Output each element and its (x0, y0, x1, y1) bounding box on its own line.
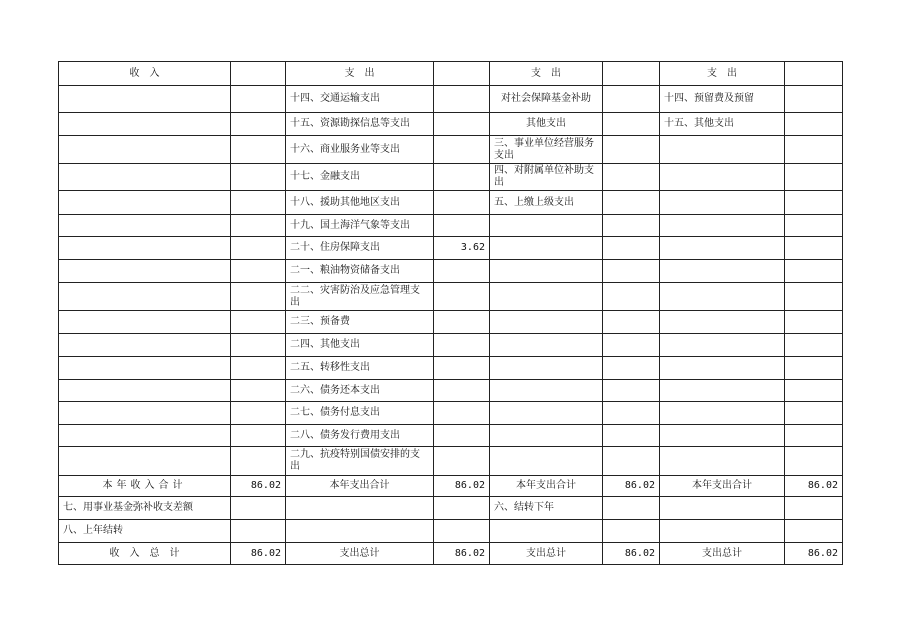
income-header: 收 入 (59, 62, 231, 86)
budget-page (58, 61, 842, 565)
totals-row (59, 476, 843, 497)
expense-item: 二二、灾害防治及应急管理支出 (286, 283, 434, 311)
table-row (59, 402, 843, 425)
expense-total-value-2: 86.02 (603, 476, 660, 497)
table-row (59, 447, 843, 476)
expense-item: 十五、资源勘探信息等支出 (286, 113, 434, 136)
table-row (59, 260, 843, 283)
table-row (59, 191, 843, 215)
income-grand-total-value: 86.02 (231, 543, 286, 565)
expense-item: 四、对附属单位补助支出 (490, 164, 603, 191)
expense-item: 其他支出 (490, 113, 603, 136)
expense-item: 十六、商业服务业等支出 (286, 136, 434, 164)
grand-total-row (59, 543, 843, 565)
table-row (59, 520, 843, 543)
table-row (59, 425, 843, 447)
expense-item: 二八、债务发行费用支出 (286, 425, 434, 447)
expense-grand-total-label-3: 支出总计 (660, 543, 785, 565)
expense-total-label-3: 本年支出合计 (660, 476, 785, 497)
expense-amount-header-1 (434, 62, 490, 86)
table-row (59, 86, 843, 113)
income-item: 七、用事业基金弥补收支差额 (59, 497, 231, 520)
table-row (59, 237, 843, 260)
table-row (59, 164, 843, 191)
expense-grand-total-value-1: 86.02 (434, 543, 490, 565)
expense-item: 十五、其他支出 (660, 113, 785, 136)
expense-item: 二九、抗疫特别国债安排的支出 (286, 447, 434, 476)
budget-table (58, 61, 843, 565)
table-row (59, 334, 843, 357)
expense-header-2: 支 出 (490, 62, 603, 86)
expense-item: 六、结转下年 (490, 497, 603, 520)
table-row (59, 283, 843, 311)
expense-item: 二三、预备费 (286, 311, 434, 334)
expense-amount: 3.62 (434, 237, 490, 260)
expense-item: 五、上缴上级支出 (490, 191, 603, 215)
expense-item: 三、事业单位经营服务支出 (490, 136, 603, 164)
expense-item: 二六、债务还本支出 (286, 380, 434, 402)
income-total-value: 86.02 (231, 476, 286, 497)
expense-amount-header-3 (785, 62, 843, 86)
expense-total-value-1: 86.02 (434, 476, 490, 497)
table-row (59, 215, 843, 237)
expense-item: 二四、其他支出 (286, 334, 434, 357)
expense-item: 十九、国土海洋气象等支出 (286, 215, 434, 237)
expense-total-value-3: 86.02 (785, 476, 843, 497)
expense-grand-total-value-2: 86.02 (603, 543, 660, 565)
expense-grand-total-label-1: 支出总计 (286, 543, 434, 565)
expense-item: 十八、援助其他地区支出 (286, 191, 434, 215)
expense-item: 二七、债务付息支出 (286, 402, 434, 425)
expense-grand-total-value-3: 86.02 (785, 543, 843, 565)
expense-header-1: 支 出 (286, 62, 434, 86)
expense-item: 二一、粮油物资储备支出 (286, 260, 434, 283)
table-row (59, 113, 843, 136)
expense-item: 对社会保障基金补助 (490, 86, 603, 113)
table-row (59, 380, 843, 402)
expense-item: 十七、金融支出 (286, 164, 434, 191)
expense-total-label-2: 本年支出合计 (490, 476, 603, 497)
header-row (59, 62, 843, 86)
income-amount-header (231, 62, 286, 86)
table-row (59, 136, 843, 164)
income-item: 八、上年结转 (59, 520, 231, 543)
expense-amount-header-2 (603, 62, 660, 86)
expense-item: 二十、住房保障支出 (286, 237, 434, 260)
table-row (59, 357, 843, 380)
expense-item: 十四、预留费及预留 (660, 86, 785, 113)
expense-grand-total-label-2: 支出总计 (490, 543, 603, 565)
expense-item: 二五、转移性支出 (286, 357, 434, 380)
expense-item: 十四、交通运输支出 (286, 86, 434, 113)
table-row (59, 497, 843, 520)
income-grand-total-label: 收 入 总 计 (59, 543, 231, 565)
expense-header-3: 支 出 (660, 62, 785, 86)
expense-total-label-1: 本年支出合计 (286, 476, 434, 497)
table-row (59, 311, 843, 334)
income-total-label: 本年收入合计 (59, 476, 231, 497)
